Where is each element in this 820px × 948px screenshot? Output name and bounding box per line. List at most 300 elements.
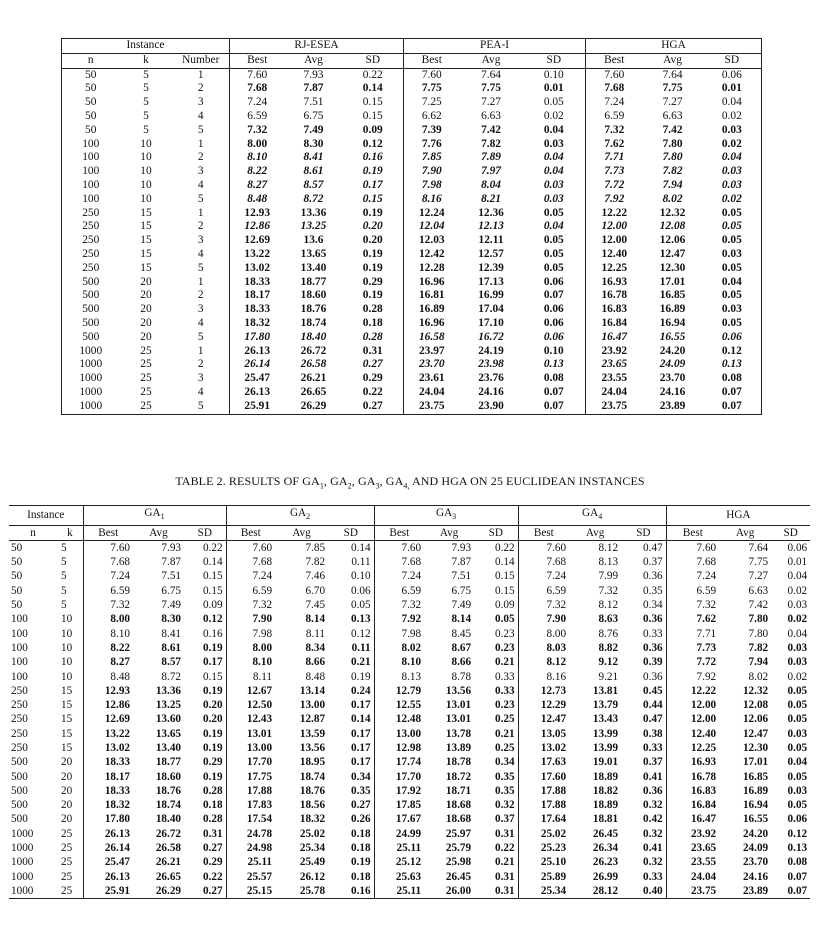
cell-value: 0.04 xyxy=(703,96,762,110)
cell-number: 2 xyxy=(173,220,230,234)
cell-value: 0.19 xyxy=(184,727,226,741)
cell-value: 7.75 xyxy=(481,82,501,95)
cell-value: 6.75 xyxy=(161,584,181,597)
group-name: GA xyxy=(582,507,599,519)
cell-number: 1 xyxy=(173,207,230,221)
cell-value: 7.90 xyxy=(546,613,567,626)
cell-value: 7.64 xyxy=(748,541,769,554)
cell-value: 0.22 xyxy=(184,540,226,555)
cell-value: 7.24 xyxy=(696,570,717,583)
cell-value: 0.33 xyxy=(474,670,518,684)
cell-value: 25.57 xyxy=(246,870,273,883)
cell-k: 25 xyxy=(57,870,83,884)
table-row xyxy=(9,827,810,841)
cell-value: 17.04 xyxy=(478,303,504,316)
cell-value: 7.32 xyxy=(598,584,619,597)
column-header: Avg xyxy=(285,53,343,68)
cell-value: 0.11 xyxy=(328,555,374,569)
cell-value: 0.05 xyxy=(703,207,762,221)
caption-sep-1: , GA xyxy=(323,474,348,488)
cell-value: 0.03 xyxy=(787,656,808,669)
cell-value: 26.13 xyxy=(104,827,130,840)
cell-value: 0.37 xyxy=(474,812,518,826)
table-row xyxy=(9,784,810,798)
cell-value: 12.22 xyxy=(601,206,628,219)
group-header xyxy=(518,506,666,526)
cell-value: 0.02 xyxy=(703,138,762,152)
cell-value: 18.77 xyxy=(300,275,327,288)
column-header: SD xyxy=(184,525,226,540)
cell-k: 15 xyxy=(57,741,83,755)
cell-value: 23.55 xyxy=(601,372,628,385)
cell-value: 13.00 xyxy=(299,699,326,712)
cell-value: 0.01 xyxy=(523,82,586,96)
cell-n: 500 xyxy=(11,813,28,826)
cell-value: 0.06 xyxy=(523,331,586,345)
cell-value: 0.42 xyxy=(621,812,666,826)
cell-n: 500 xyxy=(62,317,120,331)
cell-value: 18.32 xyxy=(244,316,271,329)
table-row xyxy=(62,303,762,317)
cell-n: 100 xyxy=(11,670,28,683)
cell-value: 13.02 xyxy=(540,741,567,754)
cell-value: 13.36 xyxy=(300,206,327,219)
cell-value: 0.05 xyxy=(787,770,808,783)
cell-value: 0.02 xyxy=(523,110,586,124)
table-1-column-header-row xyxy=(62,53,762,68)
cell-value: 25.11 xyxy=(396,842,422,855)
column-header: Best xyxy=(374,525,424,540)
cell-value: 7.60 xyxy=(247,68,268,81)
cell-value: 0.05 xyxy=(787,741,808,754)
cell-value: 13.02 xyxy=(244,261,271,274)
table-row xyxy=(62,331,762,345)
cell-value: 12.79 xyxy=(395,684,422,697)
cell-value: 17.88 xyxy=(540,799,567,812)
cell-value: 7.51 xyxy=(303,96,324,109)
cell-value: 7.93 xyxy=(161,541,181,554)
cell-value: 0.19 xyxy=(343,289,404,303)
cell-value: 26.99 xyxy=(592,870,619,883)
table-row xyxy=(9,627,810,641)
cell-value: 7.27 xyxy=(481,96,501,109)
cell-value: 12.32 xyxy=(742,684,769,697)
cell-value: 8.11 xyxy=(252,670,273,683)
cell-value: 7.73 xyxy=(696,641,717,654)
cell-value: 0.19 xyxy=(184,770,226,784)
cell-value: 7.90 xyxy=(421,165,442,178)
cell-value: 0.05 xyxy=(703,234,762,248)
caption-sub-3: 3 xyxy=(375,481,380,491)
cell-value: 23.92 xyxy=(690,827,717,840)
cell-value: 0.08 xyxy=(787,856,808,869)
cell-n: 250 xyxy=(62,262,120,276)
cell-value: 0.35 xyxy=(328,784,374,798)
cell-value: 12.36 xyxy=(478,206,504,219)
cell-value: 7.85 xyxy=(305,541,326,554)
cell-number: 4 xyxy=(173,179,230,193)
cell-value: 7.72 xyxy=(604,178,625,191)
cell-value: 12.57 xyxy=(478,247,504,260)
cell-value: 23.65 xyxy=(601,358,628,371)
group-subscript: 3 xyxy=(452,512,457,522)
cell-value: 7.71 xyxy=(604,151,625,164)
cell-value: 12.93 xyxy=(244,206,271,219)
cell-value: 17.01 xyxy=(659,275,686,288)
cell-k: 10 xyxy=(140,192,152,205)
column-header: Best xyxy=(83,525,133,540)
cell-value: 0.28 xyxy=(343,331,404,345)
cell-value: 25.91 xyxy=(83,884,133,899)
cell-value: 13.99 xyxy=(592,727,619,740)
column-header: SD xyxy=(474,525,518,540)
cell-value: 25.34 xyxy=(518,884,569,899)
cell-value: 26.58 xyxy=(155,842,181,855)
cell-value: 17.80 xyxy=(104,813,130,826)
cell-value: 18.89 xyxy=(592,799,619,812)
cell-k: 15 xyxy=(140,220,152,233)
cell-n: 50 xyxy=(62,68,120,82)
column-header: Avg xyxy=(719,525,771,540)
cell-n: 50 xyxy=(62,96,120,110)
cell-n: 1000 xyxy=(11,856,34,869)
cell-value: 0.14 xyxy=(184,555,226,569)
cell-value: 0.01 xyxy=(703,82,762,96)
table-row xyxy=(9,870,810,884)
cell-value: 12.32 xyxy=(659,206,686,219)
cell-k: 20 xyxy=(57,798,83,812)
cell-value: 12.00 xyxy=(601,234,628,247)
cell-value: 12.00 xyxy=(690,699,717,712)
cell-n: 50 xyxy=(62,82,120,96)
cell-value: 0.22 xyxy=(474,540,518,555)
cell-value: 0.16 xyxy=(184,627,226,641)
column-header: Avg xyxy=(643,53,703,68)
table-row xyxy=(62,234,762,248)
cell-value: 0.03 xyxy=(523,179,586,193)
cell-value: 25.79 xyxy=(445,842,472,855)
cell-value: 0.01 xyxy=(787,556,808,569)
cell-value: 0.36 xyxy=(621,670,666,684)
cell-value: 18.68 xyxy=(445,813,472,826)
cell-number: 1 xyxy=(173,138,230,152)
cell-value: 17.10 xyxy=(478,316,504,329)
column-header: Best xyxy=(666,525,719,540)
cell-value: 17.88 xyxy=(540,784,567,797)
cell-value: 0.08 xyxy=(703,372,762,386)
cell-value: 8.02 xyxy=(748,670,769,683)
cell-value: 18.68 xyxy=(445,799,472,812)
cell-value: 0.06 xyxy=(787,813,808,826)
cell-value: 0.05 xyxy=(787,713,808,726)
cell-value: 0.05 xyxy=(787,699,808,712)
cell-value: 18.95 xyxy=(299,756,326,769)
cell-value: 8.02 xyxy=(401,641,422,654)
cell-value: 24.99 xyxy=(395,827,422,840)
cell-value: 16.55 xyxy=(742,813,769,826)
table-row xyxy=(9,670,810,684)
cell-value: 17.80 xyxy=(244,330,271,343)
table-row xyxy=(9,555,810,569)
cell-value: 26.72 xyxy=(155,827,181,840)
cell-value: 8.13 xyxy=(401,670,422,683)
cell-value: 8.57 xyxy=(161,656,181,669)
cell-k: 5 xyxy=(57,540,83,555)
cell-value: 0.19 xyxy=(343,262,404,276)
cell-value: 18.76 xyxy=(299,784,326,797)
cell-value: 0.07 xyxy=(771,884,810,899)
cell-value: 7.68 xyxy=(401,556,422,569)
cell-number: 2 xyxy=(173,289,230,303)
column-header: n xyxy=(9,525,57,540)
cell-value: 0.05 xyxy=(523,207,586,221)
cell-value: 7.97 xyxy=(481,165,501,178)
cell-value: 17.60 xyxy=(540,770,567,783)
cell-k: 20 xyxy=(140,289,152,302)
group-header-hga: HGA xyxy=(586,39,762,54)
cell-value: 0.12 xyxy=(703,345,762,359)
cell-n: 100 xyxy=(62,179,120,193)
cell-value: 0.36 xyxy=(621,784,666,798)
cell-value: 0.20 xyxy=(184,698,226,712)
cell-k: 15 xyxy=(57,698,83,712)
cell-value: 7.94 xyxy=(662,178,683,191)
table-row xyxy=(9,755,810,769)
cell-n: 100 xyxy=(62,165,120,179)
cell-value: 7.64 xyxy=(481,68,501,81)
cell-value: 7.71 xyxy=(696,627,717,640)
cell-value: 7.94 xyxy=(748,656,769,669)
cell-value: 7.92 xyxy=(401,613,422,626)
cell-value: 26.21 xyxy=(300,372,327,385)
cell-k: 10 xyxy=(57,612,83,626)
cell-value: 0.18 xyxy=(184,798,226,812)
cell-value: 8.10 xyxy=(247,151,268,164)
cell-value: 13.60 xyxy=(155,713,181,726)
cell-value: 7.80 xyxy=(748,613,769,626)
cell-value: 16.93 xyxy=(690,756,717,769)
cell-value: 8.63 xyxy=(598,613,619,626)
cell-value: 0.02 xyxy=(787,584,808,597)
group-header-rj-esea: RJ-ESEA xyxy=(230,39,404,54)
cell-value: 16.99 xyxy=(478,289,504,302)
cell-value: 26.13 xyxy=(104,870,130,883)
cell-value: 25.97 xyxy=(445,827,472,840)
cell-value: 7.82 xyxy=(481,137,501,150)
group-name: GA xyxy=(435,507,453,519)
cell-number: 1 xyxy=(173,345,230,359)
cell-value: 6.59 xyxy=(110,584,130,597)
cell-value: 8.66 xyxy=(451,656,472,669)
cell-n: 250 xyxy=(62,220,120,234)
cell-value: 0.34 xyxy=(474,755,518,769)
cell-value: 12.00 xyxy=(690,713,717,726)
cell-value: 24.20 xyxy=(659,344,686,357)
cell-value: 25.91 xyxy=(230,400,285,414)
cell-value: 6.59 xyxy=(604,109,625,122)
cell-value: 13.14 xyxy=(299,684,326,697)
cell-value: 8.14 xyxy=(305,613,326,626)
cell-value: 0.32 xyxy=(474,798,518,812)
cell-value: 26.13 xyxy=(244,344,271,357)
cell-value: 7.75 xyxy=(748,556,769,569)
cell-value: 0.40 xyxy=(621,884,666,899)
cell-n: 100 xyxy=(11,627,28,640)
cell-value: 7.60 xyxy=(421,68,442,81)
cell-value: 0.28 xyxy=(343,303,404,317)
cell-value: 6.59 xyxy=(252,584,273,597)
cell-value: 0.24 xyxy=(328,684,374,698)
table-row xyxy=(9,712,810,726)
cell-value: 0.05 xyxy=(523,248,586,262)
cell-n: 1000 xyxy=(62,345,120,359)
cell-value: 17.01 xyxy=(742,756,769,769)
cell-value: 0.22 xyxy=(184,870,226,884)
cell-value: 13.25 xyxy=(155,699,181,712)
cell-value: 24.19 xyxy=(478,344,504,357)
cell-n: 100 xyxy=(11,613,28,626)
cell-value: 18.33 xyxy=(244,303,271,316)
table-1-body xyxy=(62,68,762,414)
cell-value: 13.01 xyxy=(445,699,472,712)
cell-value: 13.22 xyxy=(104,727,130,740)
cell-value: 12.86 xyxy=(244,220,271,233)
cell-value: 7.82 xyxy=(305,556,326,569)
cell-value: 0.35 xyxy=(621,584,666,598)
cell-value: 0.19 xyxy=(184,684,226,698)
cell-value: 0.10 xyxy=(523,68,586,82)
cell-value: 0.25 xyxy=(474,712,518,726)
cell-value: 8.16 xyxy=(421,192,442,205)
cell-k: 15 xyxy=(57,684,83,698)
cell-value: 0.45 xyxy=(621,684,666,698)
cell-n: 500 xyxy=(62,276,120,290)
cell-value: 25.10 xyxy=(540,856,567,869)
cell-value: 13.40 xyxy=(155,741,181,754)
table-row xyxy=(9,855,810,869)
cell-value: 7.24 xyxy=(546,570,567,583)
cell-value: 0.17 xyxy=(328,741,374,755)
cell-value: 0.15 xyxy=(474,584,518,598)
cell-value: 0.13 xyxy=(328,612,374,626)
cell-k: 5 xyxy=(57,555,83,569)
cell-value: 0.19 xyxy=(184,741,226,755)
caption-sub-4: 4, xyxy=(403,481,410,491)
cell-value: 26.58 xyxy=(300,358,327,371)
cell-value: 7.24 xyxy=(247,96,268,109)
cell-value: 6.62 xyxy=(421,109,442,122)
cell-k: 5 xyxy=(143,109,149,122)
cell-n: 50 xyxy=(11,599,23,612)
cell-number: 5 xyxy=(173,262,230,276)
cell-value: 0.12 xyxy=(343,138,404,152)
cell-value: 0.31 xyxy=(184,827,226,841)
cell-value: 7.27 xyxy=(662,96,683,109)
cell-value: 12.42 xyxy=(418,247,445,260)
cell-n: 1000 xyxy=(11,870,34,883)
cell-value: 23.61 xyxy=(418,372,445,385)
cell-value: 7.27 xyxy=(748,570,769,583)
cell-value: 25.98 xyxy=(445,856,472,869)
cell-value: 0.35 xyxy=(474,784,518,798)
table-row xyxy=(9,684,810,698)
cell-value: 0.22 xyxy=(474,841,518,855)
cell-value: 8.48 xyxy=(110,670,130,683)
table-row xyxy=(62,386,762,400)
cell-value: 0.34 xyxy=(328,770,374,784)
cell-value: 0.23 xyxy=(474,627,518,641)
cell-n: 250 xyxy=(11,699,28,712)
cell-k: 15 xyxy=(140,234,152,247)
cell-value: 7.92 xyxy=(604,192,625,205)
cell-value: 13.00 xyxy=(246,741,273,754)
cell-value: 13.40 xyxy=(300,261,327,274)
table-row xyxy=(62,220,762,234)
cell-value: 12.47 xyxy=(742,727,769,740)
cell-n: 250 xyxy=(62,234,120,248)
cell-value: 0.18 xyxy=(328,841,374,855)
table-row xyxy=(9,698,810,712)
cell-value: 0.14 xyxy=(474,555,518,569)
cell-k: 10 xyxy=(140,151,152,164)
cell-value: 7.62 xyxy=(696,613,717,626)
cell-value: 0.26 xyxy=(328,812,374,826)
cell-value: 0.14 xyxy=(328,540,374,555)
cell-value: 0.21 xyxy=(328,655,374,669)
cell-n: 100 xyxy=(62,151,120,165)
column-header: SD xyxy=(771,525,810,540)
cell-value: 8.30 xyxy=(161,613,181,626)
cell-value: 26.65 xyxy=(155,870,181,883)
cell-value: 0.19 xyxy=(328,670,374,684)
cell-value: 13.00 xyxy=(395,727,422,740)
cell-value: 25.47 xyxy=(104,856,130,869)
table-row xyxy=(62,317,762,331)
table-row xyxy=(62,124,762,138)
group-header xyxy=(374,506,518,526)
cell-value: 8.57 xyxy=(303,178,324,191)
cell-value: 17.70 xyxy=(395,770,422,783)
cell-value: 0.12 xyxy=(184,612,226,626)
group-name: GA xyxy=(144,507,161,519)
cell-value: 0.03 xyxy=(523,193,586,207)
cell-value: 0.20 xyxy=(184,712,226,726)
cell-value: 0.05 xyxy=(523,262,586,276)
cell-n: 1000 xyxy=(11,827,34,840)
cell-value: 23.65 xyxy=(690,842,717,855)
cell-value: 12.47 xyxy=(540,713,567,726)
cell-value: 12.22 xyxy=(690,684,717,697)
cell-value: 8.22 xyxy=(110,641,130,654)
cell-number: 4 xyxy=(173,317,230,331)
cell-value: 17.88 xyxy=(246,784,273,797)
cell-value: 0.37 xyxy=(621,755,666,769)
cell-k: 25 xyxy=(120,400,173,414)
cell-k: 5 xyxy=(143,123,149,136)
cell-value: 0.09 xyxy=(343,124,404,138)
cell-value: 16.96 xyxy=(418,316,445,329)
cell-value: 0.28 xyxy=(184,812,226,826)
cell-value: 0.07 xyxy=(523,400,586,414)
cell-value: 0.02 xyxy=(703,110,762,124)
cell-value: 18.82 xyxy=(592,784,619,797)
caption-sep-2: , GA xyxy=(351,474,376,488)
cell-value: 0.04 xyxy=(523,165,586,179)
cell-value: 6.59 xyxy=(401,584,422,597)
caption-suffix: AND HGA ON 25 EUCLIDEAN INSTANCES xyxy=(409,474,645,488)
cell-value: 0.36 xyxy=(621,641,666,655)
cell-value: 16.47 xyxy=(690,813,717,826)
